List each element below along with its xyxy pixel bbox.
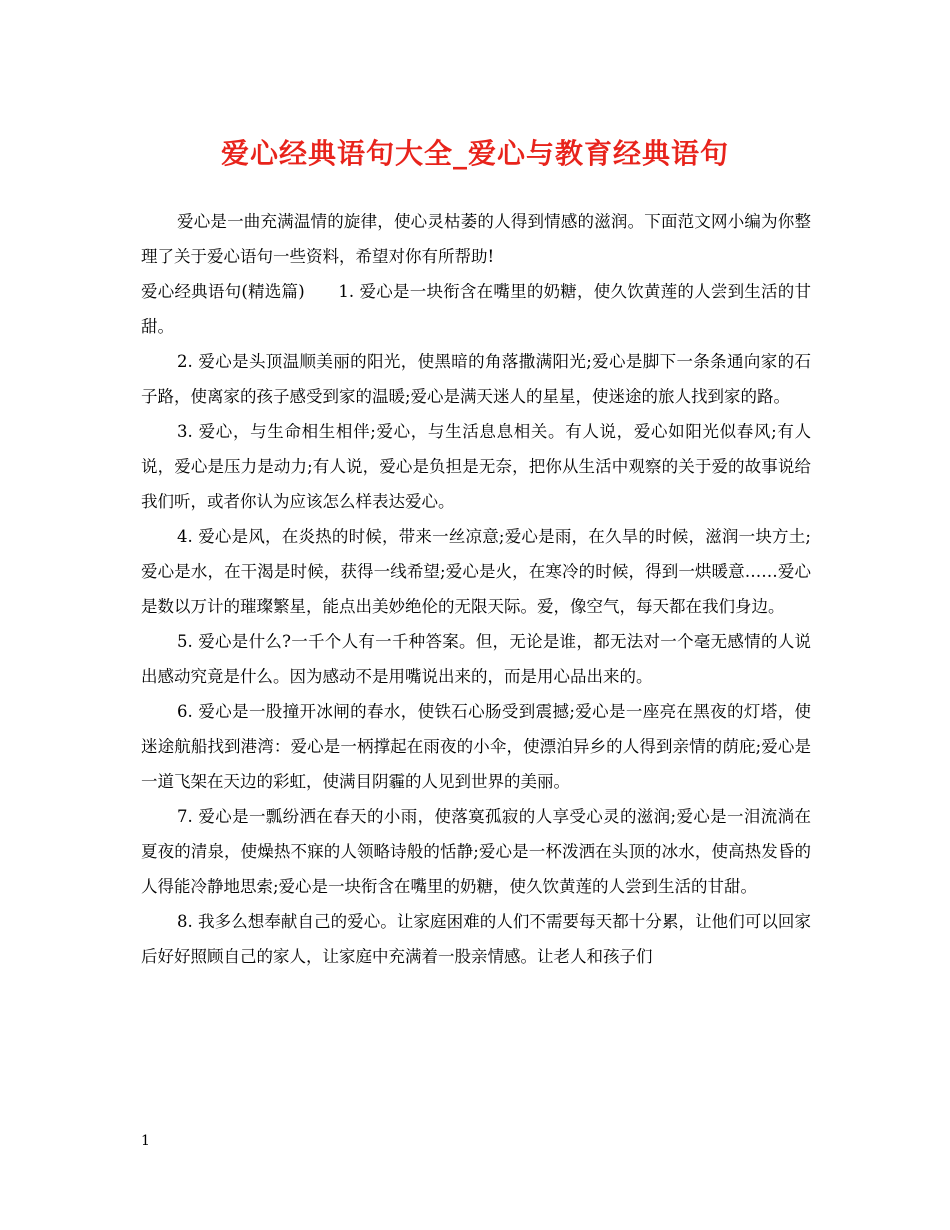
- document-body: [141, 204, 811, 974]
- paragraph-3: 3. 爱心，与生命相生相伴;爱心，与生活息息相关。有人说，爱心如阳光似春风;有人说，爱心是压力是动力;有人说，爱心是负担是无奈，把你从生活中观察的关于爱的故事说给我们听，或者你认为应该怎么样表达爱心。: [141, 422, 811, 511]
- paragraph-5: 5. 爱心是什么?一千个人有一千种答案。但，无论是谁，都无法对一个毫无感情的人说出感动究竟是什么。因为感动不是用嘴说出来的，而是用心品出来的。: [141, 632, 811, 686]
- paragraph-4: 4. 爱心是风，在炎热的时候，带来一丝凉意;爱心是雨，在久旱的时候，滋润一块方土;爱心是水，在干渴是时候，获得一线希望;爱心是火，在寒冷的时候，得到一烘暖意……爱心是数以万计的璀璨繁星，能点出美妙绝伦的无限天际。爱，像空气，每天都在我们身边。: [141, 527, 811, 616]
- paragraph-7: 7. 爱心是一瓢纷洒在春天的小雨，使落寞孤寂的人享受心灵的滋润;爱心是一泪流淌在夏夜的清泉，使燥热不寐的人领略诗般的恬静;爱心是一杯泼洒在头顶的冰水，使高热发昏的人得能冷静地思索;爱心是一块衔含在嘴里的奶糖，使久饮黄莲的人尝到生活的甘甜。: [141, 807, 811, 896]
- paragraph-6: 6. 爱心是一股撞开冰闸的春水，使铁石心肠受到震撼;爱心是一座亮在黑夜的灯塔，使迷途航船找到港湾：爱心是一柄撑起在雨夜的小伞，使漂泊异乡的人得到亲情的荫庇;爱心是一道飞架在天边的彩虹，使满目阴霾的人见到世界的美丽。: [141, 702, 811, 791]
- intro-paragraph: 爱心是一曲充满温情的旋律，使心灵枯萎的人得到情感的滋润。下面范文网小编为你整理了关于爱心语句一些资料，希望对你有所帮助!: [141, 212, 811, 266]
- page-title: 爱心经典语句大全_爱心与教育经典语句: [220, 137, 729, 170]
- paragraph-8: 8. 我多么想奉献自己的爱心。让家庭困难的人们不需要每天都十分累，让他们可以回家后好好照顾自己的家人，让家庭中充满着一股亲情感。让老人和孩子们: [141, 912, 811, 966]
- paragraph-2: 2. 爱心是头顶温顺美丽的阳光，使黑暗的角落撒满阳光;爱心是脚下一条条通向家的石子路，使离家的孩子感受到家的温暖;爱心是满天迷人的星星，使迷途的旅人找到家的路。: [141, 352, 811, 406]
- section-heading-line: 爱心经典语句(精选篇) 1. 爱心是一块衔含在嘴里的奶糖，使久饮黄莲的人尝到生活的甘甜。: [141, 282, 811, 336]
- page-number: 1: [141, 1133, 150, 1149]
